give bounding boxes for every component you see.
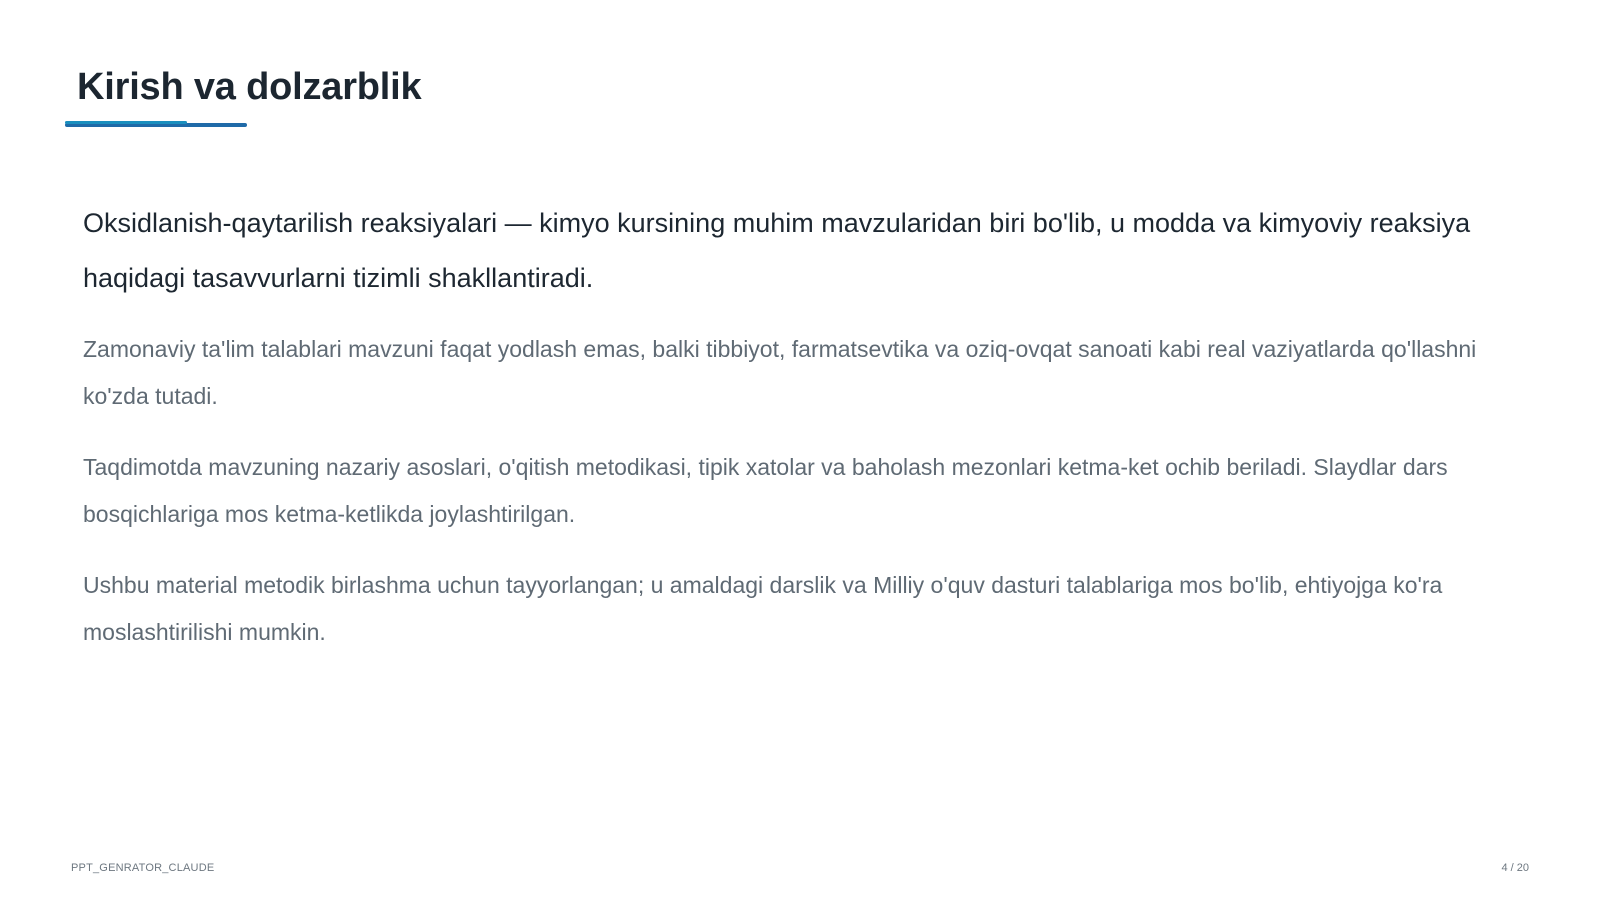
page-counter: 4 / 20	[1501, 862, 1529, 874]
title-underline-highlight	[65, 121, 187, 124]
footer-source-label: PPT_GENRATOR_CLAUDE	[71, 862, 215, 874]
slide-title: Kirish va dolzarblik	[77, 66, 422, 108]
slide-content	[83, 196, 1523, 680]
lead-paragraph: Oksidlanish-qaytarilish reaksiyalari — kimyo kursining muhim mavzularidan biri bo'lib, u modda va kimyoviy reaksiya haqidagi tasavvurlarni tizimli shakllantiradi.	[83, 208, 1471, 293]
body-paragraph: Zamonaviy ta'lim talablari mavzuni faqat yodlash emas, balki tibbiyot, farmatsevtika va oziq-ovqat sanoati kabi real vaziyatlarda qo'llashni ko'zda tutadi.	[83, 336, 1477, 409]
body-paragraph: Ushbu material metodik birlashma uchun tayyorlangan; u amaldagi darslik va Milliy o'quv dasturi talablariga mos bo'lib, ehtiyojga ko'ra moslashtirilishi mumkin.	[83, 572, 1443, 645]
title-underline	[65, 121, 247, 127]
body-paragraph: Taqdimotda mavzuning nazariy asoslari, o'qitish metodikasi, tipik xatolar va baholash mezonlari ketma-ket ochib beriladi. Slaydlar dars bosqichlariga mos ketma-ketlikda joylashtirilgan.	[83, 454, 1448, 527]
